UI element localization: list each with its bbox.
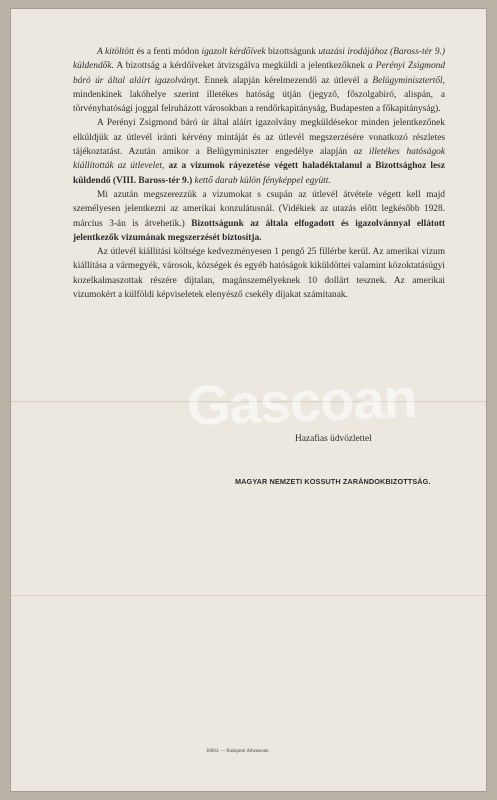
text-run: Az útlevél kiállítási költsége kedvezményesen 1 pengő 25 fillérbe kerül. Az amerikai vizum kiállítása a vármegyék, városok, községek és egyéb hatóságok kiküldöttei valamint közoktatásügyi kozelkalmaszottak részére díjtalan, magánszemélyeknek 10 dollárt tesznek. Az amerikai vizumokért a külföldi képviseletek elenyésző csekély díjakat számítanak. <box>73 247 445 301</box>
paragraph <box>73 188 445 245</box>
text-run: igazolt kérdőívek <box>201 47 266 57</box>
text-run: A Perényi Zsigmond báró úr által aláírt igazolvány megküldésekor minden jelentkezőnek elküldjük az útlevél iránti kérvény mintáját és az útlevél megszerzésére vonatkozó részletes tájékoztatást. Azután amikor a Belügyminiszter engedélye alapján <box>73 118 445 158</box>
paragraph <box>73 116 445 187</box>
watermark: Gascoan <box>185 366 418 437</box>
text-run: Mi azután megszerezzük a vizumokat s csupán az útlevél átvétele végett kell majd személyesen jelentkezni az amerikai konzulátusnál. (Vidékiek az utazás előtt legkésőbb 1928. március 3-án is átvehetik.) <box>73 189 445 229</box>
paragraph <box>73 245 445 302</box>
text-run: A kitöltött <box>97 47 135 57</box>
text-run: a Perényi Zsigmond báró úr által aláírt igazolványt. <box>73 61 446 86</box>
text-run: az a vizumok ráyezetése végett haladéktalanul a Bizottsághoz lesz küldendő (VIII. Baross-tér 9.) <box>73 161 445 186</box>
text-run: A bizottság a kérdőíveket átvizsgálva megküldi a jelentkezőknek <box>113 61 369 72</box>
text-run: mindenkinek lakóhelye szerint illetékes hatóság útján (jegyző, főszolgabiró, alispán, a törvényhatósági joggal felruházott városokban a rendőrkapitányság, Budapesten a főkapitányság). <box>73 89 445 115</box>
document-sheet <box>10 8 487 792</box>
closing-salutation: Hazafias üdvözlettel <box>295 434 372 444</box>
text-run: bizottságunk <box>265 47 319 57</box>
paper-fold-line-lower <box>11 595 486 596</box>
printer-imprint: 30604. — Budapesti Athenaeum <box>206 749 269 754</box>
organization-signature: MAGYAR NEMZETI KOSSUTH ZARÁNDOKBIZOTTSÁG. <box>235 477 431 486</box>
text-run: Bizottságunk az általa elfogadott és igazolvánnyal ellátott jelentkezők vizumának megszerzését biztosítja. <box>73 218 445 243</box>
text-run: Ennek alapján kérelmezendő az útlevél a <box>200 75 373 86</box>
paragraph <box>73 45 445 116</box>
text-run: az illetékes hatóságok kiállították az útlevelet, <box>73 147 445 172</box>
text-run: Belügyminisztertől, <box>372 75 445 86</box>
text-run: utazási irodájához (Baross-tér 9.) küldendők. <box>73 47 445 72</box>
text-run: kettő darab külön fényképpel együtt. <box>192 175 331 186</box>
letter-body <box>73 45 445 302</box>
text-run: és a fenti módon <box>134 47 202 57</box>
